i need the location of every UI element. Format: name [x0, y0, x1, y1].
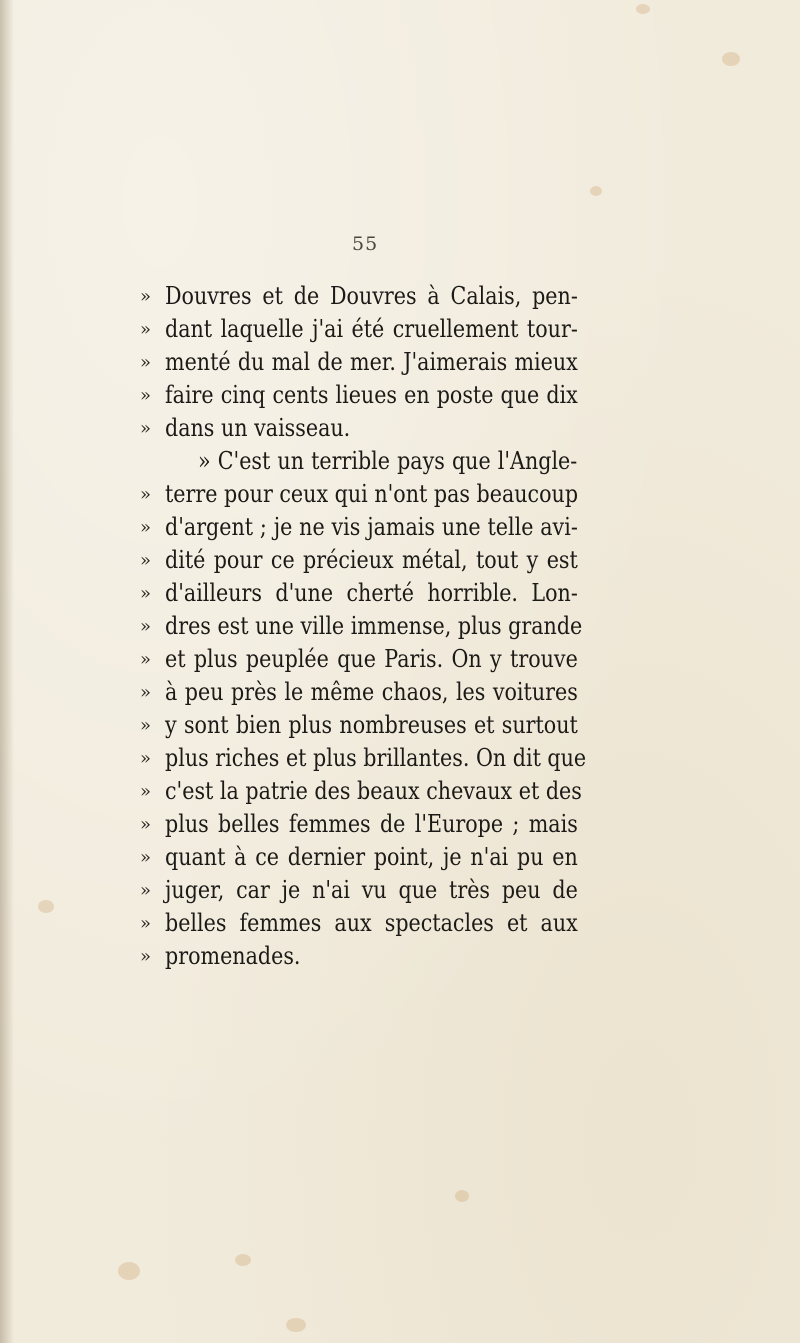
- text-line: [140, 511, 580, 544]
- text-line: [140, 907, 580, 940]
- line-text: » C'est un terrible pays que l'Angle-: [198, 447, 578, 475]
- text-line: [140, 874, 580, 907]
- foxing-spot: [590, 186, 602, 196]
- foxing-spot: [235, 1254, 251, 1266]
- line-text: faire cinq cents lieues en poste que dix: [165, 381, 578, 409]
- line-text: c'est la patrie des beaux chevaux et des: [165, 777, 582, 805]
- text-line: [140, 775, 580, 808]
- guillemet: »: [140, 781, 152, 802]
- line-text: terre pour ceux qui n'ont pas beaucoup: [165, 480, 579, 508]
- line-text: d'ailleurs d'une cherté horrible. Lon-: [165, 579, 578, 607]
- body-text: [140, 280, 587, 973]
- page-number: 55: [352, 233, 379, 255]
- foxing-spot: [38, 900, 54, 913]
- guillemet: »: [140, 583, 152, 604]
- guillemet: »: [140, 517, 152, 538]
- line-text: dres est une ville immense, plus grande: [165, 612, 583, 640]
- guillemet: »: [140, 484, 152, 505]
- guillemet: »: [140, 946, 152, 967]
- text-line: [140, 379, 580, 412]
- guillemet: »: [140, 550, 152, 571]
- text-line: [140, 610, 583, 643]
- guillemet: »: [140, 319, 152, 340]
- guillemet: »: [140, 715, 152, 736]
- text-line: [140, 577, 580, 610]
- line-text: y sont bien plus nombreuses et surtout: [165, 711, 578, 739]
- guillemet: »: [140, 847, 152, 868]
- line-text: dans un vaisseau.: [165, 414, 351, 442]
- guillemet: »: [140, 649, 152, 670]
- text-line: [140, 313, 580, 346]
- text-line: [140, 940, 580, 973]
- line-text: belles femmes aux spectacles et aux: [165, 909, 578, 937]
- line-text: promenades.: [165, 942, 301, 970]
- text-line: [140, 445, 580, 478]
- foxing-spot: [722, 52, 740, 66]
- foxing-spot: [286, 1318, 306, 1332]
- guillemet: »: [140, 748, 152, 769]
- guillemet: »: [140, 286, 152, 307]
- binding-shadow: [0, 0, 14, 1343]
- line-text: plus belles femmes de l'Europe ; mais: [165, 810, 578, 838]
- line-text: menté du mal de mer. J'aimerais mieux: [165, 348, 578, 376]
- guillemet: »: [140, 682, 152, 703]
- guillemet: »: [140, 913, 152, 934]
- line-text: et plus peuplée que Paris. On y trouve: [165, 645, 578, 673]
- text-line: [140, 742, 587, 775]
- line-text: juger, car je n'ai vu que très peu de: [165, 876, 578, 904]
- line-text: dant laquelle j'ai été cruellement tour-: [165, 315, 578, 343]
- line-text: Douvres et de Douvres à Calais, pen-: [165, 282, 578, 310]
- text-line: [140, 676, 580, 709]
- foxing-spot: [636, 4, 650, 14]
- line-text: quant à ce dernier point, je n'ai pu en: [165, 843, 578, 871]
- line-text: plus riches et plus brillantes. On dit que: [165, 744, 587, 772]
- guillemet: »: [140, 418, 152, 439]
- foxing-spot: [118, 1262, 140, 1280]
- text-line: [140, 346, 580, 379]
- guillemet: »: [140, 616, 152, 637]
- text-line: [140, 478, 580, 511]
- line-text: à peu près le même chaos, les voitures: [165, 678, 578, 706]
- line-text: d'argent ; je ne vis jamais une telle avi-: [165, 513, 578, 541]
- text-line: [140, 709, 580, 742]
- text-line: [140, 412, 580, 445]
- guillemet: »: [140, 814, 152, 835]
- text-line: [140, 280, 580, 313]
- text-line: [140, 808, 580, 841]
- text-line: [140, 544, 580, 577]
- guillemet: »: [140, 385, 152, 406]
- text-line: [140, 643, 580, 676]
- text-line: [140, 841, 580, 874]
- guillemet: »: [140, 352, 152, 373]
- guillemet: »: [140, 880, 152, 901]
- line-text: dité pour ce précieux métal, tout y est: [165, 546, 578, 574]
- foxing-spot: [455, 1190, 469, 1202]
